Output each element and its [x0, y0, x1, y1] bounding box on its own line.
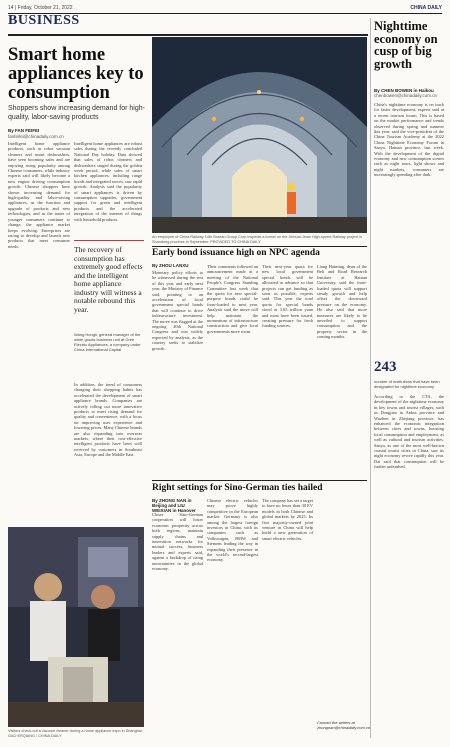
story2-col-1: Monetary policy efforts to be witnessed during the rest of this year and early next year, the Ministry of Finance said, pointing to an acceleration of local government special bonds that will continue to drive infrastructure investment. The move was flagged at the ongoing 20th National Congress and was widely expected by analysts, as the country seeks to stabilize growth.	[152, 270, 203, 351]
pull-quote-rule	[74, 240, 144, 241]
story4-byline: By CHEN BOWEN in Haikou	[374, 88, 434, 93]
stat-label: number of institutions that have been designated for nighttime economy	[374, 379, 440, 389]
lead-byline-email: fanfeifei@chinadaily.com.cn	[8, 134, 64, 139]
pull-quote-attribution: Wang Hongli, general manager of the white goods business unit at Gree Electric Appliances, a company under China International Capital	[74, 332, 141, 352]
stat-number: 243	[374, 359, 397, 375]
lead-byline: By FAN FEIFEI	[8, 128, 40, 133]
story3-byline: By ZHONG NAN in Beijing and LIU WEIXIAN in Hanover	[152, 498, 196, 513]
lead-col-2: Intelligent home appliances are robust sales during the recently concluded National Day holiday. Data showed that sales of robot cleaners and dishwashers surged during the golden week period, while sales of smart kitchen appliances, including range hoods and integrated stoves, saw rapid growth. Analysts said the popularity of smart appliances is driven by consumption upgrades, government support for green and intelligent products and the accelerated integration of the internet of things with household products.	[74, 141, 142, 222]
story2-col-3: Their next-year quota for new local government special bonds will be allocated in advance so that projects can get funding as soon as possible, experts said. This year the total quota for special bonds stood at 3.65 trillion yuan and most have been issued, creating pressure for fresh funding sources.	[262, 264, 313, 329]
story3-col-1: Closer Sino-German cooperation will foster economic prosperity across both regions, maintain supply chains and innovation networks for mutual success, business leaders and experts said, against a backdrop of rising uncertainties in the global economy.	[152, 512, 203, 572]
story2-headline: Early bond issuance high on NPC agenda	[152, 248, 320, 258]
sidebar-divider	[370, 18, 371, 738]
lead-col-1: Intelligent home appliance products, such as robot vacuum cleaners and smart dishwashers, have seen booming sales and are enjoying rising popularity among Chinese consumers, while industry experts said will likely become a new engine driving consumption growth. Chinese shoppers have shown increasing demand for high-quality and labor-saving appliances, as the function and upgrade of products and new technologies, and as the tastes of younger consumers continue to change, the appliance market keeps evolving. Enterprises are racing to develop and launch new products that meet consumer needs.	[8, 141, 70, 249]
story3-col-3: The company has set a target to have no fewer than 30 EV models in both Chinese and global markets by 2025. Its first majority-owned joint venture in China will help build a new generation of smart electric vehicles.	[262, 498, 313, 541]
paper-name: CHINA DAILY	[410, 5, 442, 11]
story3-headline: Right settings for Sino-German ties hailed	[152, 483, 323, 493]
tunnel-photo-caption: An employee of China Railway 14th Bureau Group Corp inspects a tunnel on the Jinhuai-Jinan High-speed Railway project in Shandong province in September. PROVIDED TO CHINA DAILY	[152, 235, 363, 244]
section-title: BUSINESS	[8, 13, 80, 28]
story3-col-2: Chinese electric vehicles may prove highly competitive in the European market. Germany is also among the largest foreign investors in China, with its companies such as Volkswagen, BMW and Siemens leading the way in expanding their presence in the world's second-largest economy.	[207, 498, 258, 563]
story3-contact: Contact the writers at zhongnan@chinadaily.com.cn	[317, 720, 371, 730]
lead-headline: Smart home appliances key to consumption	[8, 45, 144, 103]
lead-subhead: Shoppers show increasing demand for high-quality, labor-saving products	[8, 105, 145, 121]
story2-col-4: Liang Haiming, dean of the Belt and Road Research Institute at Hainan University, said the front-loaded quota will support steady growth and help offset the downward pressure on the economy. He also said that more measures are likely to be unveiled to support consumption and the property sector in the coming months.	[317, 264, 367, 340]
story4-headline: Nighttime economy on cusp of big growth	[374, 19, 438, 71]
story2-rule	[152, 246, 367, 247]
expo-photo	[8, 527, 144, 727]
story4-col-2: According to the CTA, the development of the nighttime economy in key towns and tourist villages, such as Dongjiao in Anhui province and Wuzhen in Zhejiang province, has enhanced the economic integration between cities and towns, boosting local consumption and employment, as well as cultural and tourism activities. Sanya, as one of the most well-known coastal tourist cities in China, saw its night economy revive rapidly this year. Dai said that consumption will be further unleashed.	[374, 394, 444, 470]
section-rule	[8, 34, 368, 36]
pull-quote: The recovery of consumption has extremely good effects and the intelligent home appliance industry will witness a notable rebound this year.	[74, 245, 143, 314]
story2-byline: By ZHOU LANXU	[152, 263, 189, 268]
expo-photo-caption: Visitors check out a vacuum cleaner during a home appliance expo in Shanghai. GAO ERQIANG / CHINA DAILY	[8, 729, 143, 738]
lead-col-2b: In addition, the trend of consumers changing their shopping habits has accelerated the development of smart appliance brands. Companies are actively rolling out more innovative products to meet rising demand for quality and convenience, with a focus on improving user experience and lowering prices. Many Chinese brands are also expanding into overseas markets, where their cost-effective intelligent products have been well received by customers in Southeast Asia, Europe and the Middle East.	[74, 382, 142, 458]
tunnel-photo	[152, 37, 367, 233]
story3-rule	[152, 480, 367, 481]
story2-col-2: Their comments followed an announcement made at a meeting of the National People's Congress Standing Committee last week that the quota for new special-purpose bonds could be front-loaded to next year. Analysts said the move will help maintain the momentum of infrastructure construction and give local governments more room.	[207, 264, 258, 334]
story4-col-1: China's nighttime economy is on track for faster development, experts said at a recent tourism forum. This is based on the market performance and trends observed during spring and summer this year, said the vice-president of the China Tourism Academy at the 2022 China Nighttime Economy Forum in Sanya, Hainan province, last week. With the development of the digital economy and new consumption scenes such as night tours, light shows and night markets, consumers are increasingly spending after dark.	[374, 102, 444, 178]
page-date: 14 | Friday, October 21, 2022	[8, 5, 73, 11]
story4-byline-email: chenbowen@chinadaily.com.cn	[374, 93, 438, 98]
